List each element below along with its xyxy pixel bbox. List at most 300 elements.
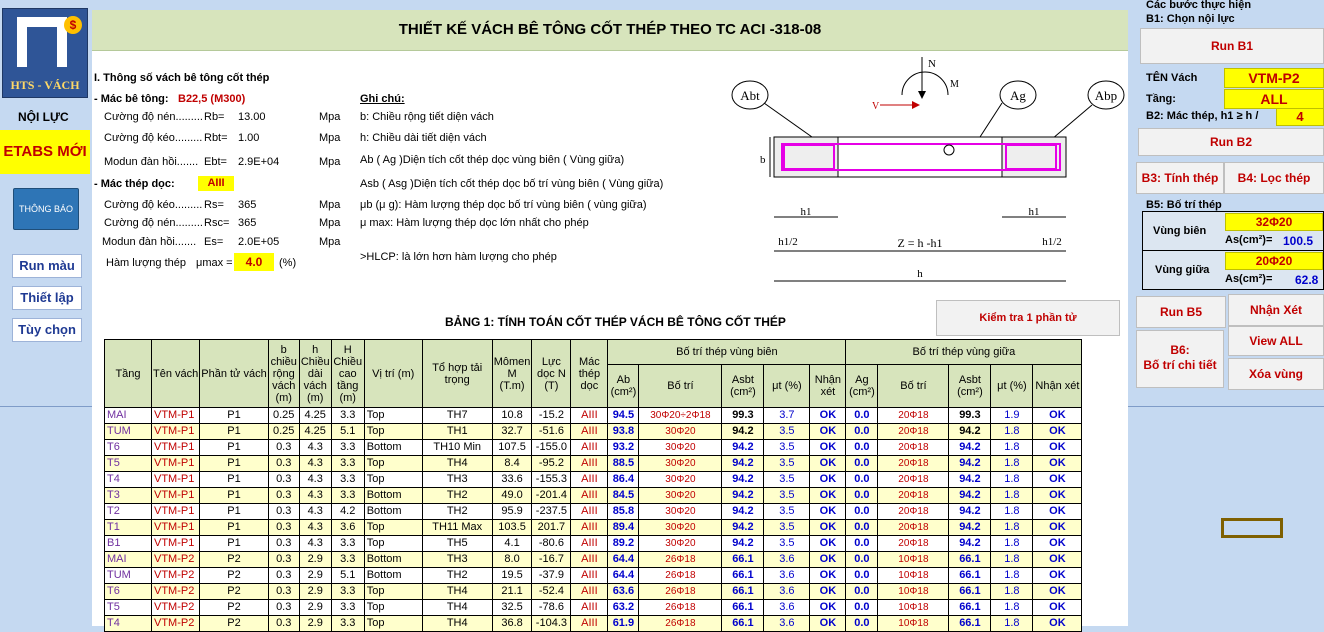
cell-to-hop[interactable]: TH5 [422,536,492,552]
cell-to-hop[interactable]: TH2 [422,568,492,584]
tuy-chon-button[interactable]: Tùy chọn [12,318,82,342]
cell-momen[interactable]: 107.5 [492,440,532,456]
cell-ag[interactable]: 0.0 [846,584,878,600]
cell-nhan-xet-bien[interactable]: OK [810,616,846,632]
run-b1-button[interactable]: Run B1 [1140,28,1324,64]
cell-bo-tri-bien[interactable]: 30Φ20 [639,520,722,536]
cell-b[interactable]: 0.3 [268,600,299,616]
cell-ag[interactable]: 0.0 [846,568,878,584]
cell-ten-vach[interactable]: VTM-P1 [152,520,200,536]
cell-mu-giua[interactable]: 1.8 [991,552,1033,568]
cell-h[interactable]: 2.9 [299,600,331,616]
cell-H[interactable]: 3.3 [331,536,364,552]
cell-ten-vach[interactable]: VTM-P1 [152,536,200,552]
cell-b[interactable]: 0.3 [268,616,299,632]
etabs-badge[interactable] [0,130,90,174]
ratio-value[interactable]: 4.0 [234,253,274,271]
cell-phan-tu[interactable]: P1 [200,504,268,520]
cell-mu-giua[interactable]: 1.9 [991,408,1033,424]
cell-ag[interactable]: 0.0 [846,424,878,440]
cell-tang[interactable]: T1 [105,520,152,536]
cell-b[interactable]: 0.25 [268,408,299,424]
cell-ag[interactable]: 0.0 [846,600,878,616]
cell-bo-tri-giua[interactable]: 20Φ18 [878,504,949,520]
cell-vi-tri[interactable]: Bottom [364,504,422,520]
cell-ag[interactable]: 0.0 [846,440,878,456]
cell-momen[interactable]: 103.5 [492,520,532,536]
vung-giua-bar[interactable]: 20Φ20 [1225,252,1323,270]
cell-ag[interactable]: 0.0 [846,536,878,552]
cell-mu-giua[interactable]: 1.8 [991,424,1033,440]
cell-ag[interactable]: 0.0 [846,488,878,504]
cell-ab[interactable]: 63.6 [608,584,639,600]
cell-nhan-xet-bien[interactable]: OK [810,584,846,600]
cell-to-hop[interactable]: TH11 Max [422,520,492,536]
cell-mu-giua[interactable]: 1.8 [991,536,1033,552]
cell-tang[interactable]: T3 [105,488,152,504]
cell-bo-tri-bien[interactable]: 30Φ20÷2Φ18 [639,408,722,424]
cell-phan-tu[interactable]: P1 [200,456,268,472]
cell-ag[interactable]: 0.0 [846,472,878,488]
ten-vach-value[interactable]: VTM-P2 [1224,68,1324,88]
cell-ag[interactable]: 0.0 [846,616,878,632]
cell-to-hop[interactable]: TH4 [422,584,492,600]
cell-ten-vach[interactable]: VTM-P1 [152,424,200,440]
cell-mu-bien[interactable]: 3.5 [764,504,810,520]
cell-phan-tu[interactable]: P2 [200,600,268,616]
cell-ab[interactable]: 93.8 [608,424,639,440]
cell-mac-thep[interactable]: AIII [571,568,608,584]
cell-ab[interactable]: 86.4 [608,472,639,488]
cell-H[interactable]: 4.2 [331,504,364,520]
cell-mu-bien[interactable]: 3.5 [764,488,810,504]
cell-b[interactable]: 0.3 [268,520,299,536]
cell-momen[interactable]: 49.0 [492,488,532,504]
cell-bo-tri-giua[interactable]: 20Φ18 [878,520,949,536]
cell-bo-tri-giua[interactable]: 20Φ18 [878,472,949,488]
cell-mu-bien[interactable]: 3.6 [764,600,810,616]
cell-luc-doc[interactable]: -155.3 [532,472,571,488]
run-b5-button[interactable]: Run B5 [1136,296,1226,328]
cell-mac-thep[interactable]: AIII [571,584,608,600]
cell-phan-tu[interactable]: P1 [200,472,268,488]
cell-mu-bien[interactable]: 3.6 [764,568,810,584]
cell-phan-tu[interactable]: P1 [200,520,268,536]
cell-ab[interactable]: 84.5 [608,488,639,504]
cell-vi-tri[interactable]: Top [364,472,422,488]
xoa-vung-button[interactable]: Xóa vùng [1228,358,1324,390]
cell-asbt-bien[interactable]: 66.1 [722,600,764,616]
cell-mu-bien[interactable]: 3.5 [764,520,810,536]
cell-vi-tri[interactable]: Bottom [364,568,422,584]
cell-asbt-giua[interactable]: 66.1 [949,616,991,632]
cell-bo-tri-giua[interactable]: 20Φ18 [878,440,949,456]
cell-ten-vach[interactable]: VTM-P1 [152,488,200,504]
cell-tang[interactable]: TUM [105,424,152,440]
cell-luc-doc[interactable]: -51.6 [532,424,571,440]
cell-asbt-bien[interactable]: 99.3 [722,408,764,424]
cell-H[interactable]: 3.3 [331,584,364,600]
cell-bo-tri-bien[interactable]: 26Φ18 [639,584,722,600]
cell-nhan-xet-giua[interactable]: OK [1033,424,1082,440]
cell-ten-vach[interactable]: VTM-P1 [152,472,200,488]
cell-mu-giua[interactable]: 1.8 [991,616,1033,632]
cell-h[interactable]: 2.9 [299,552,331,568]
cell-nhan-xet-bien[interactable]: OK [810,456,846,472]
b4-button[interactable]: B4: Lọc thép [1224,162,1324,194]
cell-tang[interactable]: T6 [105,584,152,600]
cell-momen[interactable]: 36.8 [492,616,532,632]
cell-to-hop[interactable]: TH10 Min [422,440,492,456]
cell-asbt-bien[interactable]: 94.2 [722,472,764,488]
cell-bo-tri-bien[interactable]: 26Φ18 [639,600,722,616]
cell-H[interactable]: 5.1 [331,568,364,584]
cell-ten-vach[interactable]: VTM-P1 [152,504,200,520]
cell-asbt-bien[interactable]: 94.2 [722,440,764,456]
cell-asbt-bien[interactable]: 66.1 [722,584,764,600]
cell-asbt-giua[interactable]: 94.2 [949,424,991,440]
cell-nhan-xet-giua[interactable]: OK [1033,520,1082,536]
cell-vi-tri[interactable]: Bottom [364,488,422,504]
cell-luc-doc[interactable]: -16.7 [532,552,571,568]
cell-tang[interactable]: T4 [105,616,152,632]
b3-button[interactable]: B3: Tính thép [1136,162,1224,194]
cell-nhan-xet-giua[interactable]: OK [1033,600,1082,616]
cell-asbt-giua[interactable]: 94.2 [949,472,991,488]
cell-bo-tri-bien[interactable]: 30Φ20 [639,488,722,504]
run-b2-button[interactable]: Run B2 [1138,128,1324,156]
cell-asbt-bien[interactable]: 66.1 [722,552,764,568]
cell-nhan-xet-bien[interactable]: OK [810,568,846,584]
nhan-xet-button[interactable]: Nhận Xét [1228,294,1324,326]
cell-momen[interactable]: 32.5 [492,600,532,616]
cell-mac-thep[interactable]: AIII [571,472,608,488]
cell-h[interactable]: 2.9 [299,568,331,584]
cell-asbt-giua[interactable]: 99.3 [949,408,991,424]
cell-phan-tu[interactable]: P2 [200,584,268,600]
cell-asbt-bien[interactable]: 94.2 [722,520,764,536]
cell-ag[interactable]: 0.0 [846,504,878,520]
cell-momen[interactable]: 21.1 [492,584,532,600]
cell-asbt-bien[interactable]: 94.2 [722,424,764,440]
cell-H[interactable]: 3.3 [331,408,364,424]
cell-mu-bien[interactable]: 3.6 [764,616,810,632]
cell-b[interactable]: 0.3 [268,472,299,488]
cell-ten-vach[interactable]: VTM-P2 [152,600,200,616]
cell-ag[interactable]: 0.0 [846,408,878,424]
cell-tang[interactable]: TUM [105,568,152,584]
cell-h[interactable]: 4.3 [299,504,331,520]
cell-bo-tri-giua[interactable]: 20Φ18 [878,488,949,504]
cell-luc-doc[interactable]: -80.6 [532,536,571,552]
cell-asbt-giua[interactable]: 66.1 [949,552,991,568]
cell-b[interactable]: 0.3 [268,504,299,520]
cell-bo-tri-bien[interactable]: 26Φ18 [639,552,722,568]
cell-H[interactable]: 3.3 [331,472,364,488]
cell-b[interactable]: 0.3 [268,552,299,568]
cell-ten-vach[interactable]: VTM-P1 [152,408,200,424]
cell-ag[interactable]: 0.0 [846,520,878,536]
cell-momen[interactable]: 8.4 [492,456,532,472]
cell-mac-thep[interactable]: AIII [571,552,608,568]
cell-nhan-xet-giua[interactable]: OK [1033,568,1082,584]
cell-vi-tri[interactable]: Top [364,424,422,440]
cell-nhan-xet-giua[interactable]: OK [1033,616,1082,632]
check-element-button[interactable]: Kiểm tra 1 phần tử [936,300,1120,336]
cell-bo-tri-giua[interactable]: 10Φ18 [878,584,949,600]
cell-nhan-xet-bien[interactable]: OK [810,536,846,552]
cell-h[interactable]: 4.3 [299,440,331,456]
cell-asbt-giua[interactable]: 94.2 [949,440,991,456]
cell-vi-tri[interactable]: Top [364,600,422,616]
cell-bo-tri-giua[interactable]: 20Φ18 [878,408,949,424]
cell-bo-tri-giua[interactable]: 20Φ18 [878,536,949,552]
cell-mac-thep[interactable]: AIII [571,616,608,632]
cell-bo-tri-bien[interactable]: 30Φ20 [639,456,722,472]
cell-h[interactable]: 4.3 [299,456,331,472]
cell-H[interactable]: 3.3 [331,440,364,456]
tang-value[interactable]: ALL [1224,89,1324,109]
cell-nhan-xet-bien[interactable]: OK [810,440,846,456]
cell-to-hop[interactable]: TH4 [422,456,492,472]
cell-phan-tu[interactable]: P1 [200,536,268,552]
cell-nhan-xet-giua[interactable]: OK [1033,408,1082,424]
cell-bo-tri-giua[interactable]: 20Φ18 [878,456,949,472]
cell-luc-doc[interactable]: -37.9 [532,568,571,584]
cell-H[interactable]: 5.1 [331,424,364,440]
cell-ab[interactable]: 89.2 [608,536,639,552]
cell-tang[interactable]: T5 [105,600,152,616]
cell-tang[interactable]: B1 [105,536,152,552]
cell-nhan-xet-giua[interactable]: OK [1033,584,1082,600]
cell-tang[interactable]: T5 [105,456,152,472]
cell-vi-tri[interactable]: Top [364,456,422,472]
cell-mac-thep[interactable]: AIII [571,520,608,536]
cell-H[interactable]: 3.3 [331,600,364,616]
cell-b[interactable]: 0.3 [268,440,299,456]
view-all-button[interactable]: View ALL [1228,326,1324,356]
cell-asbt-bien[interactable]: 66.1 [722,616,764,632]
cell-mac-thep[interactable]: AIII [571,600,608,616]
cell-ag[interactable]: 0.0 [846,552,878,568]
cell-mac-thep[interactable]: AIII [571,456,608,472]
cell-mu-giua[interactable]: 1.8 [991,488,1033,504]
cell-luc-doc[interactable]: -52.4 [532,584,571,600]
cell-asbt-giua[interactable]: 94.2 [949,504,991,520]
cell-mac-thep[interactable]: AIII [571,488,608,504]
run-mau-button[interactable]: Run màu [12,254,82,278]
cell-b[interactable]: 0.3 [268,568,299,584]
cell-nhan-xet-giua[interactable]: OK [1033,488,1082,504]
cell-nhan-xet-bien[interactable]: OK [810,520,846,536]
cell-momen[interactable]: 33.6 [492,472,532,488]
cell-ab[interactable]: 61.9 [608,616,639,632]
cell-mac-thep[interactable]: AIII [571,536,608,552]
cell-asbt-giua[interactable]: 94.2 [949,488,991,504]
concrete-grade-value[interactable] [178,93,245,105]
cell-ab[interactable]: 89.4 [608,520,639,536]
cell-mu-giua[interactable]: 1.8 [991,472,1033,488]
cell-mu-giua[interactable]: 1.8 [991,568,1033,584]
cell-ab[interactable]: 63.2 [608,600,639,616]
cell-mu-giua[interactable]: 1.8 [991,584,1033,600]
cell-bo-tri-bien[interactable]: 26Φ18 [639,568,722,584]
cell-mu-bien[interactable]: 3.5 [764,424,810,440]
cell-asbt-giua[interactable]: 66.1 [949,600,991,616]
cell-bo-tri-bien[interactable]: 30Φ20 [639,536,722,552]
cell-h[interactable]: 4.3 [299,520,331,536]
cell-phan-tu[interactable]: P2 [200,616,268,632]
cell-vi-tri[interactable]: Top [364,520,422,536]
cell-bo-tri-giua[interactable]: 20Φ18 [878,424,949,440]
cell-luc-doc[interactable]: 201.7 [532,520,571,536]
cell-mu-giua[interactable]: 1.8 [991,456,1033,472]
cell-nhan-xet-bien[interactable]: OK [810,552,846,568]
cell-vi-tri[interactable]: Bottom [364,552,422,568]
cell-luc-doc[interactable]: -155.0 [532,440,571,456]
cell-luc-doc[interactable]: -95.2 [532,456,571,472]
cell-nhan-xet-giua[interactable]: OK [1033,440,1082,456]
cell-vi-tri[interactable]: Bottom [364,440,422,456]
cell-asbt-giua[interactable]: 94.2 [949,456,991,472]
cell-mu-bien[interactable]: 3.5 [764,440,810,456]
cell-nhan-xet-giua[interactable]: OK [1033,456,1082,472]
vung-bien-bar[interactable]: 32Φ20 [1225,213,1323,231]
cell-mu-bien[interactable]: 3.5 [764,456,810,472]
cell-momen[interactable]: 8.0 [492,552,532,568]
cell-nhan-xet-giua[interactable]: OK [1033,472,1082,488]
cell-bo-tri-bien[interactable]: 30Φ20 [639,472,722,488]
cell-tang[interactable]: MAI [105,408,152,424]
cell-luc-doc[interactable]: -15.2 [532,408,571,424]
cell-ab[interactable]: 64.4 [608,552,639,568]
cell-phan-tu[interactable]: P2 [200,552,268,568]
cell-ab[interactable]: 64.4 [608,568,639,584]
cell-to-hop[interactable]: TH1 [422,424,492,440]
cell-nhan-xet-bien[interactable]: OK [810,424,846,440]
cell-mu-giua[interactable]: 1.8 [991,520,1033,536]
cell-H[interactable]: 3.3 [331,456,364,472]
cell-to-hop[interactable]: TH3 [422,552,492,568]
cell-luc-doc[interactable]: -78.6 [532,600,571,616]
cell-to-hop[interactable]: TH2 [422,504,492,520]
cell-bo-tri-bien[interactable]: 30Φ20 [639,424,722,440]
cell-tang[interactable]: MAI [105,552,152,568]
cell-ab[interactable]: 88.5 [608,456,639,472]
cell-asbt-bien[interactable]: 94.2 [722,536,764,552]
cell-h[interactable]: 4.25 [299,424,331,440]
cell-to-hop[interactable]: TH4 [422,616,492,632]
cell-to-hop[interactable]: TH3 [422,472,492,488]
cell-vi-tri[interactable]: Top [364,616,422,632]
cell-ten-vach[interactable]: VTM-P2 [152,552,200,568]
cell-tang[interactable]: T2 [105,504,152,520]
cell-b[interactable]: 0.3 [268,584,299,600]
cell-H[interactable]: 3.3 [331,552,364,568]
cell-momen[interactable]: 19.5 [492,568,532,584]
cell-bo-tri-giua[interactable]: 10Φ18 [878,600,949,616]
cell-mu-bien[interactable]: 3.7 [764,408,810,424]
cell-bo-tri-giua[interactable]: 10Φ18 [878,568,949,584]
cell-asbt-giua[interactable]: 94.2 [949,536,991,552]
cell-mu-bien[interactable]: 3.6 [764,552,810,568]
cell-tang[interactable]: T4 [105,472,152,488]
cell-mu-giua[interactable]: 1.8 [991,600,1033,616]
cell-b[interactable]: 0.25 [268,424,299,440]
cell-mac-thep[interactable]: AIII [571,440,608,456]
cell-asbt-giua[interactable]: 66.1 [949,584,991,600]
cell-ab[interactable]: 85.8 [608,504,639,520]
cell-ag[interactable]: 0.0 [846,456,878,472]
cell-tang[interactable]: T6 [105,440,152,456]
cell-bo-tri-bien[interactable]: 26Φ18 [639,616,722,632]
cell-ten-vach[interactable]: VTM-P1 [152,456,200,472]
cell-nhan-xet-bien[interactable]: OK [810,600,846,616]
b2-value[interactable]: 4 [1276,108,1324,126]
cell-h[interactable]: 4.3 [299,488,331,504]
cell-to-hop[interactable]: TH4 [422,600,492,616]
b6-button[interactable] [1136,330,1224,388]
thong-bao-button[interactable] [13,188,79,230]
cell-mu-giua[interactable]: 1.8 [991,440,1033,456]
cell-h[interactable]: 4.3 [299,536,331,552]
cell-ten-vach[interactable]: VTM-P2 [152,616,200,632]
cell-luc-doc[interactable]: -201.4 [532,488,571,504]
cell-momen[interactable]: 10.8 [492,408,532,424]
cell-mu-giua[interactable]: 1.8 [991,504,1033,520]
cell-ab[interactable]: 94.5 [608,408,639,424]
cell-h[interactable]: 2.9 [299,616,331,632]
cell-nhan-xet-bien[interactable]: OK [810,504,846,520]
cell-luc-doc[interactable]: -237.5 [532,504,571,520]
cell-phan-tu[interactable]: P1 [200,488,268,504]
cell-luc-doc[interactable]: -104.3 [532,616,571,632]
cell-mac-thep[interactable]: AIII [571,424,608,440]
cell-ten-vach[interactable]: VTM-P2 [152,568,200,584]
steel-grade-value[interactable]: AIII [198,176,234,191]
cell-mu-bien[interactable]: 3.5 [764,472,810,488]
cell-asbt-giua[interactable]: 94.2 [949,520,991,536]
cell-b[interactable]: 0.3 [268,488,299,504]
cell-bo-tri-bien[interactable]: 30Φ20 [639,504,722,520]
cell-b[interactable]: 0.3 [268,456,299,472]
cell-asbt-giua[interactable]: 66.1 [949,568,991,584]
cell-h[interactable]: 2.9 [299,584,331,600]
cell-mac-thep[interactable]: AIII [571,504,608,520]
cell-momen[interactable]: 32.7 [492,424,532,440]
cell-momen[interactable]: 95.9 [492,504,532,520]
cell-nhan-xet-giua[interactable]: OK [1033,536,1082,552]
cell-nhan-xet-giua[interactable]: OK [1033,552,1082,568]
cell-h[interactable]: 4.3 [299,472,331,488]
cell-mac-thep[interactable]: AIII [571,408,608,424]
cell-phan-tu[interactable]: P1 [200,408,268,424]
cell-H[interactable]: 3.3 [331,616,364,632]
cell-b[interactable]: 0.3 [268,536,299,552]
cell-asbt-bien[interactable]: 66.1 [722,568,764,584]
thiet-lap-button[interactable]: Thiết lập [12,286,82,310]
cell-mu-bien[interactable]: 3.5 [764,536,810,552]
cell-momen[interactable]: 4.1 [492,536,532,552]
cell-ten-vach[interactable]: VTM-P2 [152,584,200,600]
cell-H[interactable]: 3.3 [331,488,364,504]
cell-bo-tri-giua[interactable]: 10Φ18 [878,616,949,632]
cell-ten-vach[interactable]: VTM-P1 [152,440,200,456]
cell-vi-tri[interactable]: Top [364,584,422,600]
cell-to-hop[interactable]: TH2 [422,488,492,504]
cell-asbt-bien[interactable]: 94.2 [722,488,764,504]
cell-phan-tu[interactable]: P1 [200,424,268,440]
